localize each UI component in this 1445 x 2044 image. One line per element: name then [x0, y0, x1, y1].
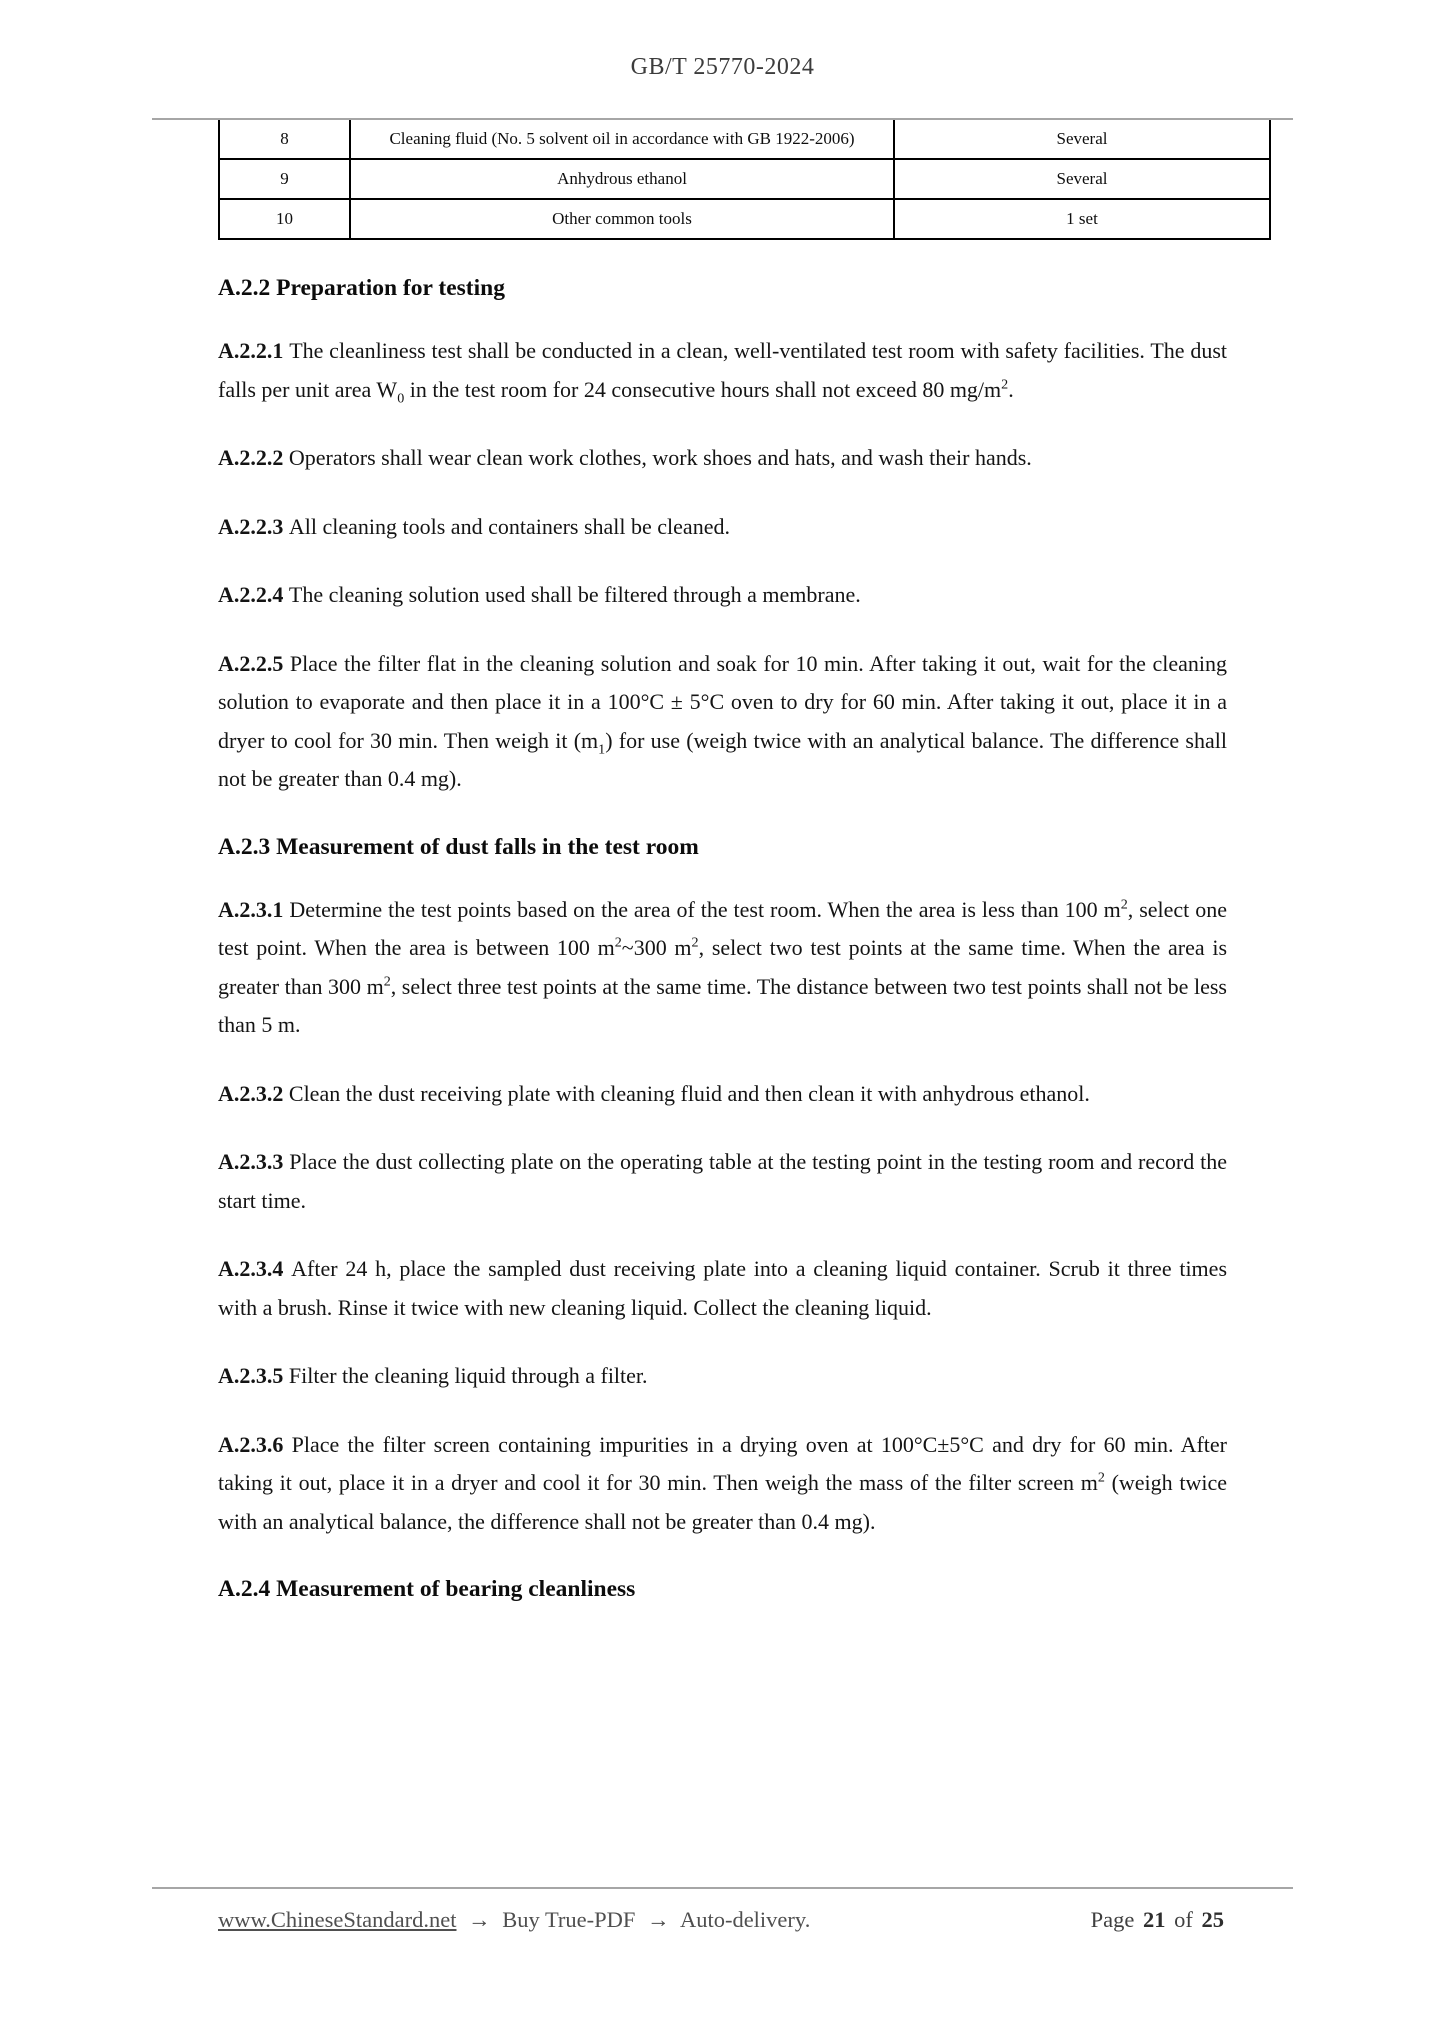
- table-cell-qty: Several: [894, 119, 1270, 159]
- paragraph-text: The cleanliness test shall be conducted in a clean, well-ventilated test room with safety facilities. The dust falls per unit area $W_0$ in the test room for 24 consecutive hours shall not exceed 80 $mg/m^2$.: [218, 338, 1227, 406]
- paragraph-text: Filter the cleaning liquid through a filter.: [288, 1363, 648, 1388]
- paragraph-A.2.3.1: [218, 891, 1227, 1045]
- table-cell-no: 8: [219, 119, 350, 159]
- paragraph-label: A.2.3.2: [218, 1080, 289, 1106]
- table-row: [219, 199, 1270, 239]
- footer-action-buy: Buy True-PDF: [502, 1907, 636, 1932]
- paragraph-text: Determine the test points based on the area of the test room. When the area is less than 100 $m^2$, select one test point. When the area is between 100 $m^2\sim 300$ $m^2$, select two test points at the same time. When the area is greater than 300 $m^2$, select three test points at the same time. The distance between two test points shall not be less than 5 m.: [218, 896, 1228, 1037]
- page-indicator: [1091, 1903, 1227, 1937]
- section-heading-A.2.2: A.2.2 Preparation for testing: [218, 275, 505, 301]
- page-title: GB/T 25770-2024: [630, 54, 815, 80]
- paragraph-text: Place the filter screen containing impurities in a drying oven at 100°C±5°C and dry for 60 min. After taking it out, place it in a dryer and cool it for 30 min. Then weigh the mass of the filter screen $m^2$ (weigh twice with an analytical balance, the difference shall not be greater than 0.4 mg).: [218, 1431, 1227, 1534]
- table-row: [219, 119, 1270, 159]
- equipment-table-body: [219, 119, 1270, 239]
- section-heading-A.2.3: A.2.3 Measurement of dust falls in the test room: [218, 833, 699, 860]
- equipment-table: [218, 118, 1271, 240]
- paragraph-A.2.3.5: [218, 1357, 1227, 1396]
- table-cell-qty: Several: [894, 159, 1270, 199]
- sections-container: [218, 274, 1227, 1603]
- arrow-right-icon: →: [647, 1907, 670, 1932]
- footer: [218, 1903, 1227, 1937]
- page-label: Page: [1090, 1907, 1135, 1932]
- table-cell-item: Other common tools: [350, 199, 894, 239]
- section-heading-A.2.4: A.2.4 Measurement of bearing cleanliness: [218, 1576, 636, 1602]
- table-cell-item: Anhydrous ethanol: [350, 159, 894, 199]
- paragraph-text: After 24 h, place the sampled dust receiving plate into a cleaning liquid container. Scrub it three times with a brush. Rinse it twice with new cleaning liquid. Collect the cleaning liquid.: [218, 1256, 1227, 1320]
- paragraph-label: A.2.2.4: [218, 582, 289, 607]
- paragraph-A.2.2.4: [218, 576, 1227, 615]
- paragraph-A.2.2.5: [218, 645, 1227, 799]
- paragraph-label: A.2.2.1: [218, 338, 290, 363]
- paragraph-A.2.3.3: [218, 1143, 1227, 1220]
- paragraph-text: Place the filter flat in the cleaning solution and soak for 10 min. After taking it out, wait for the cleaning solution to evaporate and then place it in a 100°C ± 5°C oven to dry for 60 min. After taking it out, place it in a dryer to cool for 30 min. Then weigh it $(m_1)$ for use (weigh twice with an analytical balance. The difference shall not be greater than 0.4 mg).: [218, 650, 1227, 791]
- paragraph-A.2.2.1: [218, 332, 1227, 409]
- paragraph-A.2.3.4: [218, 1250, 1227, 1327]
- page-content: [218, 118, 1227, 1603]
- paragraph-label: A.2.2.2: [218, 445, 289, 470]
- table-cell-no: 9: [219, 159, 350, 199]
- paragraph-label: A.2.3.1: [218, 896, 290, 922]
- paragraph-label: A.2.3.4: [218, 1256, 292, 1281]
- paragraph-text: Place the dust collecting plate on the operating table at the testing point in the testing room and record the start time.: [218, 1149, 1227, 1213]
- page-total: 25: [1201, 1907, 1224, 1932]
- footer-action-delivery: Auto-delivery.: [679, 1907, 811, 1932]
- paragraph-text: All cleaning tools and containers shall be cleaned.: [288, 513, 730, 539]
- table-cell-item: Cleaning fluid (No. 5 solvent oil in accordance with GB 1922-2006): [350, 119, 894, 159]
- table-row: [219, 159, 1270, 199]
- paragraph-text: Operators shall wear clean work clothes, work shoes and hats, and wash their hands.: [288, 445, 1032, 470]
- page-current: 21: [1143, 1907, 1166, 1932]
- paragraph-label: A.2.2.3: [218, 513, 289, 539]
- paragraph-label: A.2.3.5: [218, 1363, 289, 1388]
- paragraph-text: The cleaning solution used shall be filtered through a membrane.: [288, 582, 861, 607]
- header-divider: [152, 118, 1293, 120]
- footer-promo: [218, 1903, 810, 1937]
- table-cell-qty: 1 set: [894, 199, 1270, 239]
- page-of-label: of: [1174, 1907, 1193, 1932]
- paragraph-text: Clean the dust receiving plate with cleaning fluid and then clean it with anhydrous ethanol.: [288, 1080, 1090, 1106]
- paragraph-label: A.2.3.6: [218, 1431, 292, 1457]
- footer-site-link[interactable]: www.ChineseStandard.net: [218, 1907, 457, 1932]
- paragraph-A.2.2.3: [218, 508, 1227, 547]
- paragraph-label: A.2.2.5: [218, 650, 290, 676]
- paragraph-label: A.2.3.3: [218, 1149, 290, 1174]
- footer-divider: [152, 1887, 1293, 1889]
- paragraph-A.2.3.6: [218, 1426, 1227, 1542]
- paragraph-A.2.2.2: [218, 439, 1227, 478]
- paragraph-A.2.3.2: [218, 1075, 1227, 1114]
- table-cell-no: 10: [219, 199, 350, 239]
- arrow-right-icon: →: [468, 1907, 491, 1932]
